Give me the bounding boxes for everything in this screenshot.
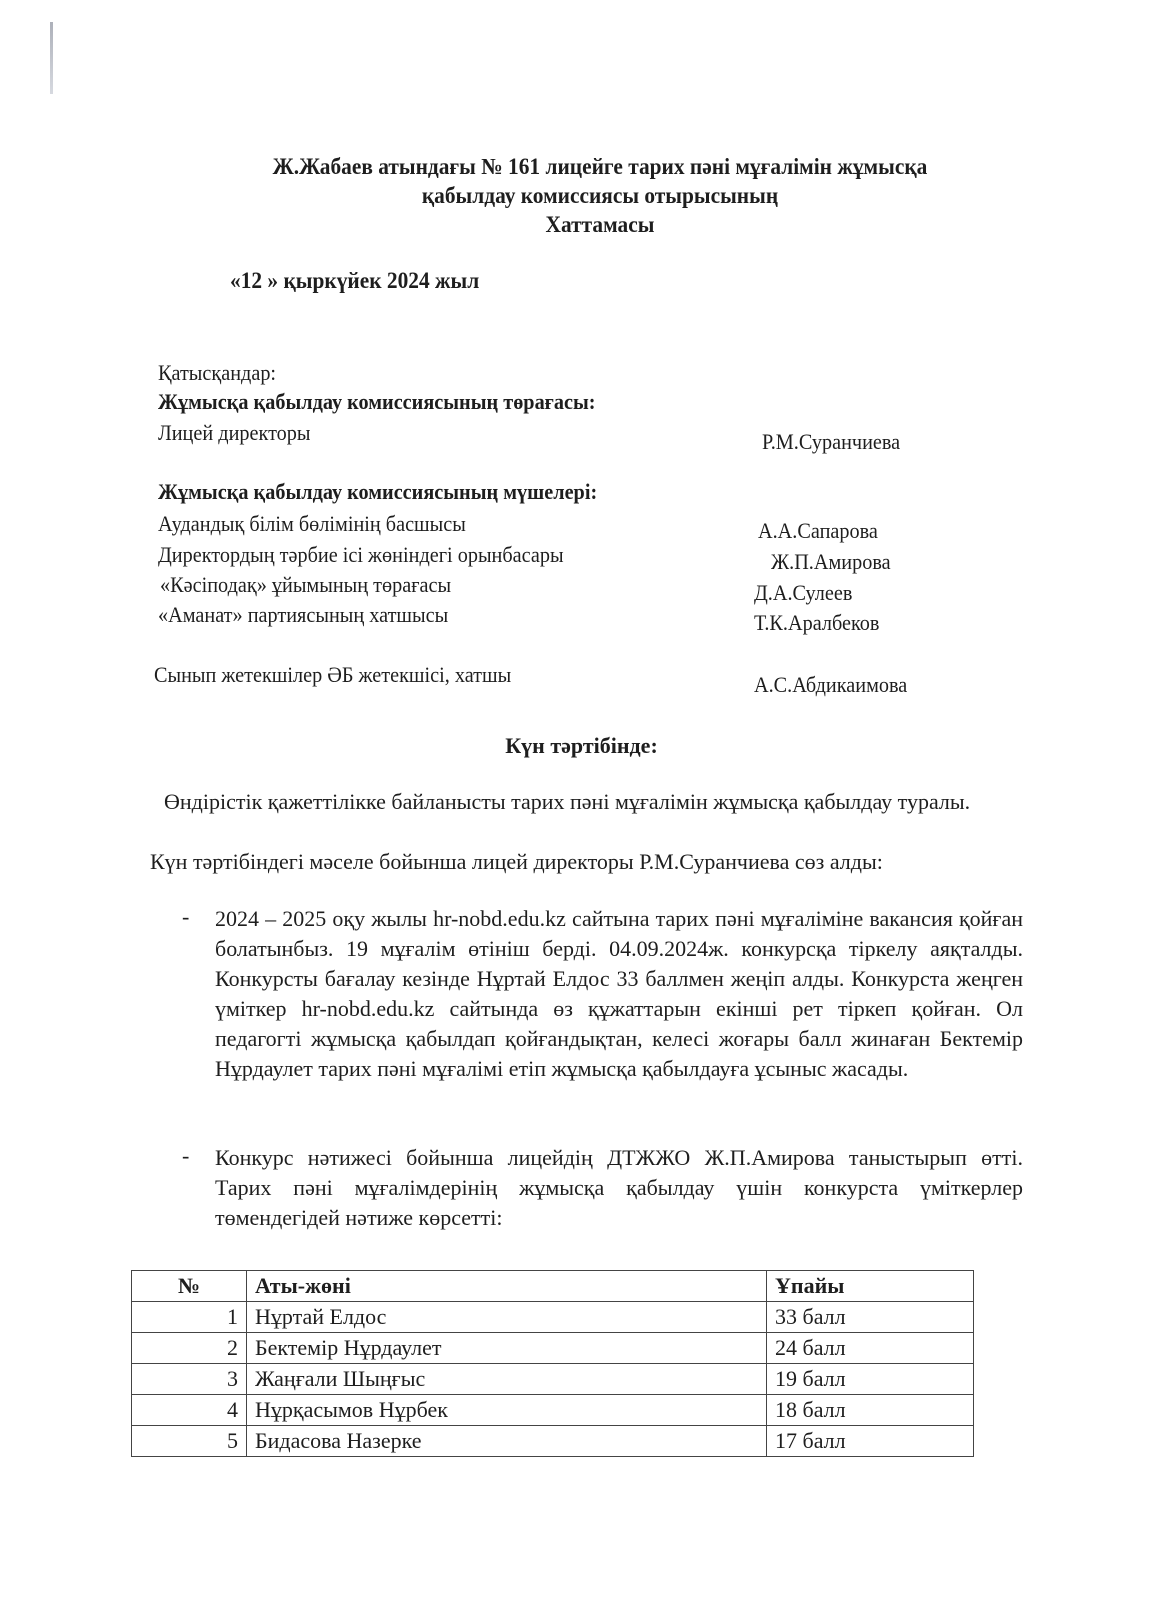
- table-row: [132, 1426, 974, 1457]
- member-role: Аудандық білім бөлімінің басшысы: [158, 511, 466, 536]
- header-name: Аты-жөні: [247, 1271, 767, 1302]
- row-number: 1: [132, 1302, 247, 1333]
- members-heading: Жұмысқа қабылдау комиссиясының мүшелері:: [158, 479, 598, 504]
- scan-artifact-mark: [50, 22, 53, 94]
- bullet-paragraph: 2024 – 2025 оқу жылы hr-nobd.edu.kz сайтына тарих пәні мұғаліміне вакансия қойған болатынбыз. 19 мұғалім өтініш берді. 04.09.2024ж. конкурсқа тіркелу аяқталды. Конкурсты бағалау кезінде Нұртай Елдос 33 баллмен жеңіп алды. Конкурста жеңген үміткер hr-nobd.edu.kz сайтында өз құжаттарын екінші рет тіркеп қойған. Ол педагогті жұмысқа қабылдап қойғандықтан, келесі жоғары балл жинаған Бектемір Нұрдаулет тарих пәні мұғалімі етіп жұмысқа қабылдауға ұсыныс жасады.: [215, 906, 1023, 1081]
- results-table: [131, 1270, 974, 1457]
- row-number: 3: [132, 1364, 247, 1395]
- member-name: Д.А.Сулеев: [754, 580, 853, 605]
- member-name: Т.К.Аралбеков: [754, 610, 880, 635]
- row-number: 2: [132, 1333, 247, 1364]
- title-line-2: қабылдау комиссиясы отырысының: [421, 183, 779, 208]
- member-name: Ж.П.Амирова: [771, 549, 891, 574]
- member-role: Директордың тәрбие ісі жөніндегі орынбасары: [158, 542, 564, 567]
- row-name: Бектемір Нұрдаулет: [247, 1333, 767, 1364]
- title-line-3: Хаттамасы: [545, 212, 655, 237]
- agenda-item: Өндірістік қажеттілікке байланысты тарих пәні мұғалімін жұмысқа қабылдау туралы.: [164, 789, 971, 814]
- member-name: А.А.Сапарова: [758, 518, 878, 543]
- chair-name: Р.М.Суранчиева: [762, 429, 901, 454]
- header-number: №: [132, 1271, 247, 1302]
- row-name: Бидасова Назерке: [247, 1426, 767, 1457]
- row-score: 24 балл: [767, 1333, 974, 1364]
- bullet-marker: -: [182, 904, 190, 929]
- bullet-paragraph: Конкурс нәтижесі бойынша лицейдің ДТЖЖО Ж.П.Амирова таныстырып өтті. Тарих пәні мұғалімдерінің жұмысқа қабылдау үшін конкурста үміткерлер төмендегідей нәтиже көрсетті:: [215, 1145, 1023, 1230]
- table-row: [132, 1364, 974, 1395]
- table-row: [132, 1395, 974, 1426]
- table-header-row: [132, 1271, 974, 1302]
- secretary-role: Сынып жетекшілер ӘБ жетекшісі, хатшы: [154, 662, 512, 687]
- bullet-marker: -: [182, 1143, 190, 1168]
- row-score: 33 балл: [767, 1302, 974, 1333]
- speaker-intro: Күн тәртібіндегі мәселе бойынша лицей директоры Р.М.Суранчиева сөз алды:: [150, 849, 883, 874]
- row-number: 5: [132, 1426, 247, 1457]
- document-date: «12 » қыркүйек 2024 жыл: [230, 268, 480, 293]
- row-name: Нұрқасымов Нұрбек: [247, 1395, 767, 1426]
- member-role: «Аманат» партиясының хатшысы: [158, 602, 449, 627]
- row-name: Нұртай Елдос: [247, 1302, 767, 1333]
- row-score: 18 балл: [767, 1395, 974, 1426]
- chair-role: Лицей директоры: [158, 420, 311, 445]
- row-score: 17 балл: [767, 1426, 974, 1457]
- document-title: [182, 152, 1019, 239]
- chair-heading: Жұмысқа қабылдау комиссиясының төрағасы:: [158, 389, 596, 414]
- table-row: [132, 1333, 974, 1364]
- row-number: 4: [132, 1395, 247, 1426]
- header-score: Ұпайы: [767, 1271, 974, 1302]
- title-line-1: Ж.Жабаев атындағы № 161 лицейге тарих пәні мұғалімін жұмысқа: [272, 154, 928, 179]
- secretary-name: А.С.Абдикаимова: [754, 672, 908, 697]
- row-name: Жаңғали Шыңғыс: [247, 1364, 767, 1395]
- table-row: [132, 1302, 974, 1333]
- row-score: 19 балл: [767, 1364, 974, 1395]
- participants-label: Қатысқандар:: [158, 360, 277, 385]
- member-role: «Кәсіподақ» ұйымының төрағасы: [160, 572, 452, 597]
- agenda-heading: Күн тәртібінде:: [505, 733, 658, 758]
